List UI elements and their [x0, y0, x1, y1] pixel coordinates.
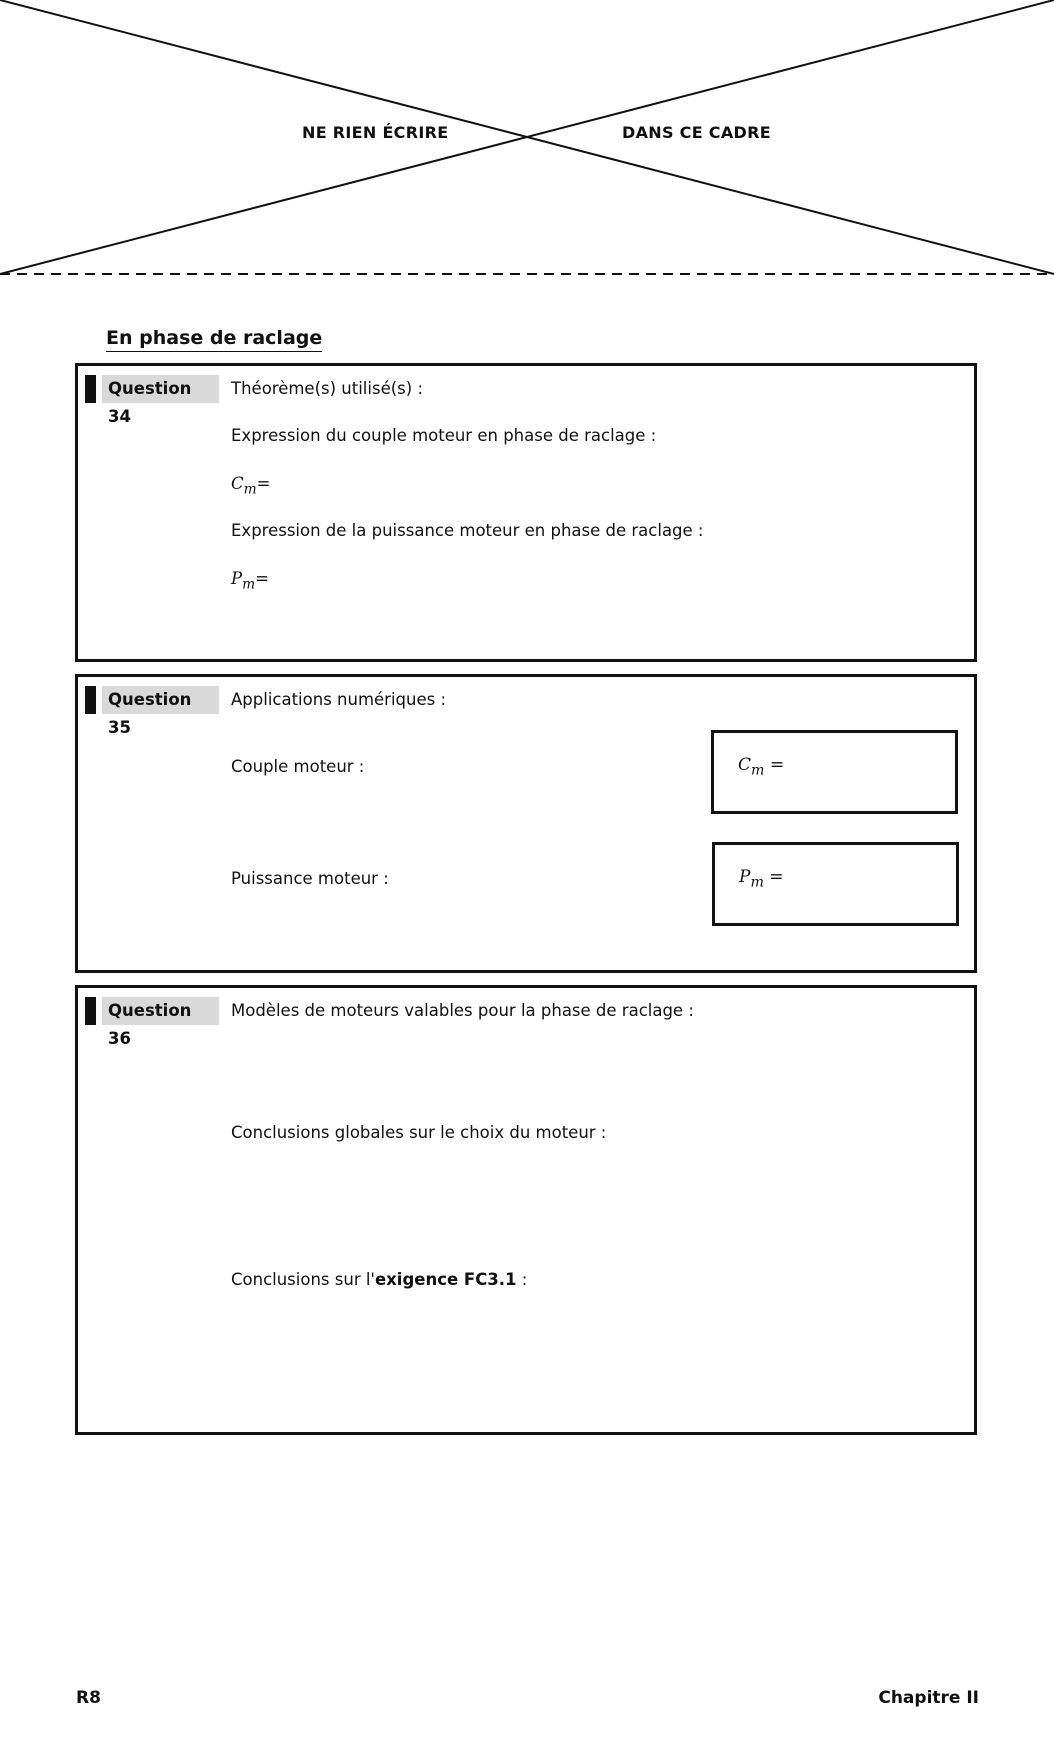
cross-lines	[0, 0, 1054, 280]
question-tag: Question 34	[102, 375, 219, 403]
question-marker-bar	[85, 997, 96, 1025]
section-title: En phase de raclage	[106, 327, 322, 352]
question-marker-bar	[85, 686, 96, 714]
header-text-right: DANS CE CADRE	[622, 123, 771, 142]
pm-symbol: P	[739, 867, 751, 887]
q34-theorems-line: Théorème(s) utilisé(s) :	[231, 379, 423, 398]
question-36-box[interactable]	[75, 985, 977, 1435]
question-34-label	[85, 375, 225, 426]
question-tag: Question 36	[102, 997, 219, 1025]
exigence-suffix: :	[516, 1270, 528, 1289]
q34-pm-line	[231, 569, 269, 592]
q34-power-expression-line: Expression de la puissance moteur en phase de raclage :	[231, 521, 704, 540]
cm-symbol: C	[738, 755, 752, 775]
cm-equals: =	[764, 755, 785, 775]
q36-motor-models-line: Modèles de moteurs valables pour la phase de raclage :	[231, 1001, 694, 1020]
pm-answer-label	[739, 867, 784, 890]
pm-equals: =	[763, 867, 784, 887]
question-35-box[interactable]	[75, 674, 977, 973]
question-tag: Question 35	[102, 686, 219, 714]
question-36-label	[85, 997, 225, 1048]
question-34-box[interactable]	[75, 363, 977, 662]
q34-couple-expression-line: Expression du couple moteur en phase de raclage :	[231, 426, 657, 445]
q35-numerical-applications-line: Applications numériques :	[231, 690, 447, 709]
q36-global-conclusions-line: Conclusions globales sur le choix du moteur :	[231, 1123, 607, 1142]
question-marker-bar	[85, 375, 96, 403]
question-35-label	[85, 686, 225, 737]
cm-equals: =	[256, 474, 271, 493]
footer-chapter: Chapitre II	[878, 1688, 979, 1708]
cm-answer-label	[738, 755, 784, 778]
exigence-prefix: Conclusions sur l'	[231, 1270, 375, 1289]
pm-subscript: m	[750, 874, 764, 891]
cm-symbol: C	[231, 474, 244, 493]
pm-symbol: P	[231, 569, 243, 588]
cm-answer-box[interactable]	[711, 730, 958, 814]
q35-power-line: Puissance moteur :	[231, 869, 389, 888]
exigence-id: exigence FC3.1	[374, 1270, 517, 1289]
cm-subscript: m	[751, 762, 765, 779]
pm-answer-box[interactable]	[712, 842, 959, 926]
cm-subscript: m	[243, 481, 257, 498]
no-write-frame	[0, 0, 1054, 280]
pm-equals: =	[255, 569, 269, 588]
header-text-left: NE RIEN ÉCRIRE	[302, 123, 449, 142]
q36-exigence-line	[231, 1270, 527, 1289]
q35-couple-line: Couple moteur :	[231, 757, 365, 776]
pm-subscript: m	[242, 576, 256, 593]
footer-page-number: R8	[76, 1688, 101, 1708]
q34-cm-line	[231, 474, 271, 497]
